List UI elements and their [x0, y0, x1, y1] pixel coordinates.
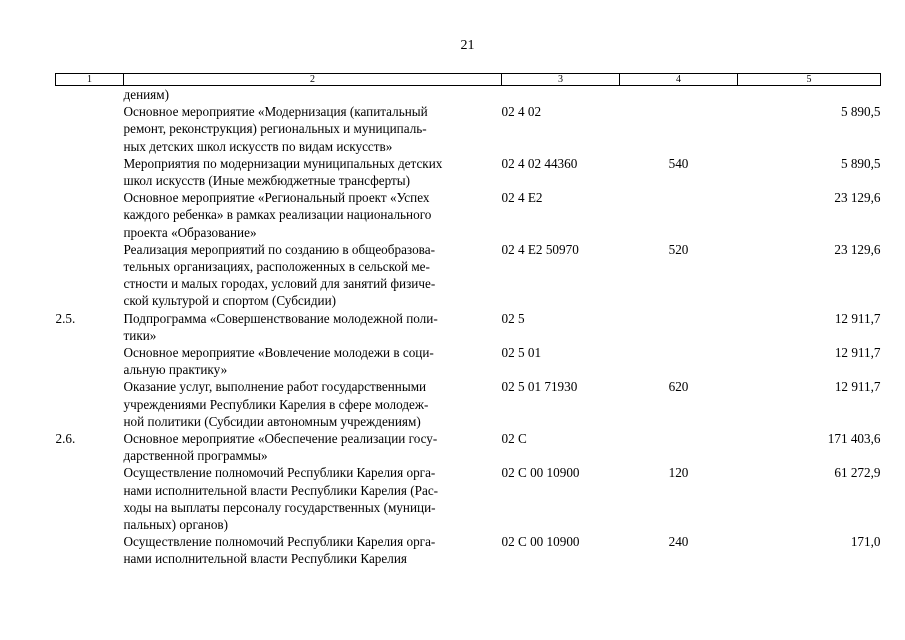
- row-name: [124, 155, 502, 189]
- row-name-line: Оказание услуг, выполнение работ государственными: [123, 379, 427, 395]
- row-number: [56, 155, 124, 189]
- row-number: [56, 464, 124, 533]
- row-code: 02 С 00 10900: [501, 534, 580, 550]
- table-row: [56, 86, 881, 104]
- row-code: [502, 86, 620, 104]
- row-name-line: Основное мероприятие «Региональный проект «Успех: [123, 190, 430, 206]
- row-expense-type: 240: [668, 534, 689, 550]
- row-name: [124, 86, 502, 104]
- row-name-line: дениям): [123, 87, 169, 102]
- row-name: [124, 241, 502, 310]
- table-header-row: [56, 74, 881, 86]
- row-expense-type: [620, 189, 738, 241]
- row-name: [124, 189, 502, 241]
- row-name-line: ных детских школ искусств по видам искусств»: [123, 138, 393, 154]
- row-code: 02 С: [501, 431, 527, 447]
- row-name-line: пальных) органов): [123, 517, 229, 533]
- row-name-line: Основное мероприятие «Вовлечение молодежи в соци-: [123, 345, 434, 361]
- row-code: 02 5 01 71930: [501, 379, 578, 395]
- row-expense-type: [620, 310, 738, 344]
- row-expense-type: [620, 344, 738, 378]
- row-name-line: Основное мероприятие «Обеспечение реализации госу-: [123, 431, 438, 447]
- row-code: 02 4 02 44360: [501, 155, 578, 171]
- column-header-5: 5: [738, 74, 881, 86]
- row-name-line: ной политики (Субсидии автономным учреждениям): [123, 413, 421, 429]
- row-number: [56, 103, 124, 155]
- row-amount: 12 911,7: [834, 345, 881, 361]
- row-amount: 171 403,6: [827, 431, 881, 447]
- row-name: [124, 464, 502, 533]
- row-number: [56, 533, 124, 567]
- row-name-line: Реализация мероприятий по созданию в общеобразова-: [123, 241, 435, 257]
- row-name-line: нами исполнительной власти Республики Карелия (Рас-: [123, 482, 439, 498]
- row-amount: 23 129,6: [834, 241, 881, 257]
- row-amount: 171,0: [850, 534, 881, 550]
- table-row: [56, 344, 881, 378]
- column-header-2: 2: [124, 74, 502, 86]
- row-name-line: школ искусств (Иные межбюджетные трансферты): [123, 173, 411, 189]
- column-header-4: 4: [620, 74, 738, 86]
- table-body: [56, 86, 881, 568]
- row-expense-type: 120: [668, 465, 689, 481]
- table-row: [56, 310, 881, 344]
- row-expense-type: [620, 86, 738, 104]
- table-row: [56, 430, 881, 464]
- budget-table: [55, 73, 881, 568]
- row-code: 02 5 01: [501, 345, 542, 361]
- row-amount: 61 272,9: [834, 465, 881, 481]
- row-amount: [738, 86, 881, 104]
- row-name-line: дарственной программы»: [123, 448, 268, 464]
- column-header-3: 3: [502, 74, 620, 86]
- table-row: [56, 241, 881, 310]
- row-name-line: ходы на выплаты персоналу государственных (муници-: [123, 499, 436, 515]
- row-code: 02 С 00 10900: [501, 465, 580, 481]
- row-number: 2.5.: [55, 310, 76, 326]
- row-name-line: Подпрограмма «Совершенствование молодежной поли-: [123, 310, 438, 326]
- row-amount: 12 911,7: [834, 379, 881, 395]
- row-name-line: Осуществление полномочий Республики Карелия орга-: [123, 534, 436, 550]
- row-name-line: Основное мероприятие «Модернизация (капитальный: [123, 104, 428, 120]
- row-expense-type: 520: [668, 241, 689, 257]
- row-name-line: стности и малых городах, условий для занятий физиче-: [123, 276, 436, 292]
- table-row: [56, 155, 881, 189]
- row-name: [124, 103, 502, 155]
- row-amount: 12 911,7: [834, 310, 881, 326]
- table-row: [56, 533, 881, 567]
- row-name: [124, 378, 502, 430]
- row-expense-type: 620: [668, 379, 689, 395]
- row-code: 02 5: [501, 310, 525, 326]
- row-expense-type: 540: [668, 155, 689, 171]
- row-name: [124, 533, 502, 567]
- row-number: 2.6.: [55, 431, 76, 447]
- row-expense-type: [620, 430, 738, 464]
- row-name: [124, 344, 502, 378]
- row-name: [124, 310, 502, 344]
- row-expense-type: [620, 103, 738, 155]
- row-name-line: альную практику»: [123, 362, 228, 378]
- row-name-line: учреждениями Республики Карелия в сфере молодеж-: [123, 396, 429, 412]
- row-number: [56, 344, 124, 378]
- column-header-1: 1: [56, 74, 124, 86]
- row-name-line: проекта «Образование»: [123, 224, 257, 240]
- row-name-line: тельных организациях, расположенных в сельской ме-: [123, 259, 430, 275]
- table-header: [56, 74, 881, 86]
- table-row: [56, 464, 881, 533]
- row-name-line: ремонт, реконструкция) региональных и муниципаль-: [123, 121, 427, 137]
- row-number: [56, 241, 124, 310]
- row-number: [56, 86, 124, 104]
- table-row: [56, 378, 881, 430]
- row-amount: 5 890,5: [840, 155, 881, 171]
- row-number: [56, 378, 124, 430]
- row-name-line: каждого ребенка» в рамках реализации национального: [123, 207, 432, 223]
- row-name: [124, 430, 502, 464]
- page-number: 21: [460, 38, 475, 53]
- row-name-line: Мероприятия по модернизации муниципальных детских: [123, 155, 443, 171]
- row-code: 02 4 E2: [501, 190, 543, 206]
- table-row: [56, 103, 881, 155]
- row-name-line: тики»: [123, 327, 157, 343]
- row-name-line: ской культурой и спортом (Субсидии): [123, 293, 337, 309]
- row-name-line: Осуществление полномочий Республики Карелия орга-: [123, 465, 436, 481]
- row-number: [56, 189, 124, 241]
- row-name-line: нами исполнительной власти Республики Карелия: [123, 551, 407, 567]
- row-amount: 5 890,5: [840, 104, 881, 120]
- table-row: [56, 189, 881, 241]
- row-code: 02 4 E2 50970: [501, 241, 579, 257]
- row-amount: 23 129,6: [834, 190, 881, 206]
- row-code: 02 4 02: [501, 104, 542, 120]
